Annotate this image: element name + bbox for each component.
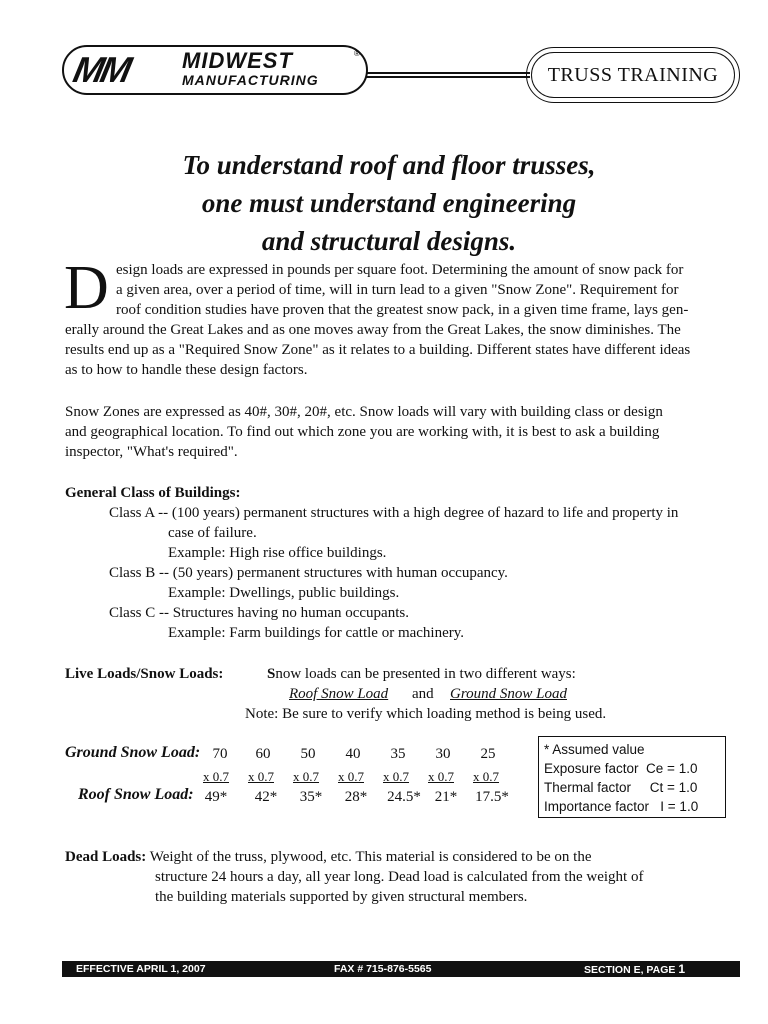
thermal-factor: Thermal factor Ct = 1.0: [544, 780, 698, 795]
roof-value: 42*: [254, 789, 278, 805]
roof-value: 28*: [344, 789, 368, 805]
ground-value: 30: [435, 746, 451, 762]
roof-snow-load-label: Roof Snow Load:: [78, 786, 194, 803]
snow-zones-line-3: inspector, "What's required".: [65, 444, 238, 460]
snow-zones-line-1: Snow Zones are expressed as 40#, 30#, 20#, etc. Snow loads will vary with building class or design: [65, 404, 663, 420]
multiplier: x 0.7: [203, 769, 229, 784]
roof-value: 35*: [299, 789, 323, 805]
method-and: and: [412, 686, 434, 702]
importance-factor: Importance factor I = 1.0: [544, 799, 699, 814]
live-loads-intro-initial: S: [267, 666, 276, 682]
assumed-value-note: * Assumed value: [544, 742, 645, 757]
class-a: Class A -- (100 years) permanent structures with a high degree of hazard to life and property in: [109, 505, 679, 521]
class-a-example: Example: High rise office buildings.: [168, 545, 387, 561]
logo-name-line1: MIDWEST: [182, 48, 293, 73]
dead-loads-line-2: structure 24 hours a day, all year long. Dead load is calculated from the weight of: [155, 869, 644, 885]
assumed-factors-box: [538, 736, 726, 818]
class-b-example: Example: Dwellings, public buildings.: [168, 585, 400, 601]
section-label: [584, 962, 685, 977]
ground-value: 50: [300, 746, 316, 762]
ground-value: 70: [212, 746, 228, 762]
multiplier: x 0.7: [248, 769, 274, 784]
class-c: Class C -- Structures having no human occupants.: [109, 605, 409, 621]
multiplier: x 0.7: [383, 769, 409, 784]
snow-zones-line-2: and geographical location. To find out which zone you are working with, it is best to ask a building: [65, 424, 660, 440]
page-title: [0, 146, 768, 260]
title-line-1: To understand roof and floor trusses,: [182, 150, 596, 180]
ground-value: 35: [390, 746, 406, 762]
logo-name-line2: MANUFACTURING: [182, 72, 319, 88]
multiplier: x 0.7: [473, 769, 499, 784]
badge-label: TRUSS TRAINING: [531, 52, 735, 98]
method-roof-snow-load: Roof Snow Load: [289, 686, 389, 702]
dead-loads-text: Weight of the truss, plywood, etc. This material is considered to be on the: [146, 849, 592, 865]
roof-value: 17.5*: [475, 789, 509, 805]
multiplier: x 0.7: [338, 769, 364, 784]
intro-line-5: results end up as a "Required Snow Zone" as it relates to a building. Different states have different ideas: [65, 342, 691, 358]
class-b: Class B -- (50 years) permanent structures with human occupancy.: [109, 565, 508, 581]
ground-value: 25: [480, 746, 496, 762]
dead-loads-heading: Dead Loads:: [65, 849, 147, 865]
intro-line-3: roof condition studies have proven that the greatest snow pack, in a given time frame, lays gen-: [116, 302, 689, 318]
header-divider: [360, 72, 530, 78]
class-a-continued: case of failure.: [168, 525, 257, 541]
intro-line-2: a given area, over a period of time, will in turn lead to a given "Snow Zone". Requirement for: [116, 282, 679, 298]
intro-line-1: esign loads are expressed in pounds per square foot. Determining the amount of snow pack for: [116, 262, 684, 278]
live-loads-heading: Live Loads/Snow Loads:: [65, 666, 224, 682]
drop-cap: D: [64, 254, 109, 322]
truss-training-badge: [526, 47, 740, 103]
multiplier: x 0.7: [428, 769, 454, 784]
fax-number: FAX # 715-876-5565: [334, 963, 432, 975]
ground-value: 40: [345, 746, 361, 762]
section-text: SECTION E, PAGE: [584, 964, 679, 976]
roof-value: 24.5*: [387, 789, 421, 805]
method-ground-snow-load: Ground Snow Load: [450, 686, 567, 702]
registered-mark: ®: [354, 49, 360, 58]
classes-heading: General Class of Buildings:: [65, 485, 241, 501]
roof-value: 49*: [204, 789, 228, 805]
class-c-example: Example: Farm buildings for cattle or machinery.: [168, 625, 465, 641]
page-number: 1: [678, 962, 686, 976]
logo-mark: MM: [69, 49, 133, 90]
dead-loads-line-1: [65, 847, 592, 867]
exposure-factor: Exposure factor Ce = 1.0: [544, 761, 698, 776]
ground-snow-load-label: Ground Snow Load:: [65, 744, 201, 761]
roof-value: 21*: [434, 789, 458, 805]
intro-line-6: as to how to handle these design factors.: [65, 362, 308, 378]
effective-date: EFFECTIVE APRIL 1, 2007: [76, 963, 206, 975]
dead-loads-line-3: the building materials supported by given structural members.: [155, 889, 528, 905]
live-loads-intro-text: now loads can be presented in two different ways:: [275, 666, 576, 682]
ground-value: 60: [255, 746, 271, 762]
title-line-3: and structural designs.: [261, 226, 517, 256]
page-footer: [62, 961, 740, 977]
multiplier: x 0.7: [293, 769, 319, 784]
company-logo: [62, 45, 368, 95]
intro-line-4: erally around the Great Lakes and as one moves away from the Great Lakes, the snow diminishes. The: [65, 322, 681, 338]
live-loads-intro: [267, 664, 576, 684]
loading-method-note: Note: Be sure to verify which loading method is being used.: [245, 706, 607, 722]
title-line-2: one must understand engineering: [201, 188, 577, 218]
